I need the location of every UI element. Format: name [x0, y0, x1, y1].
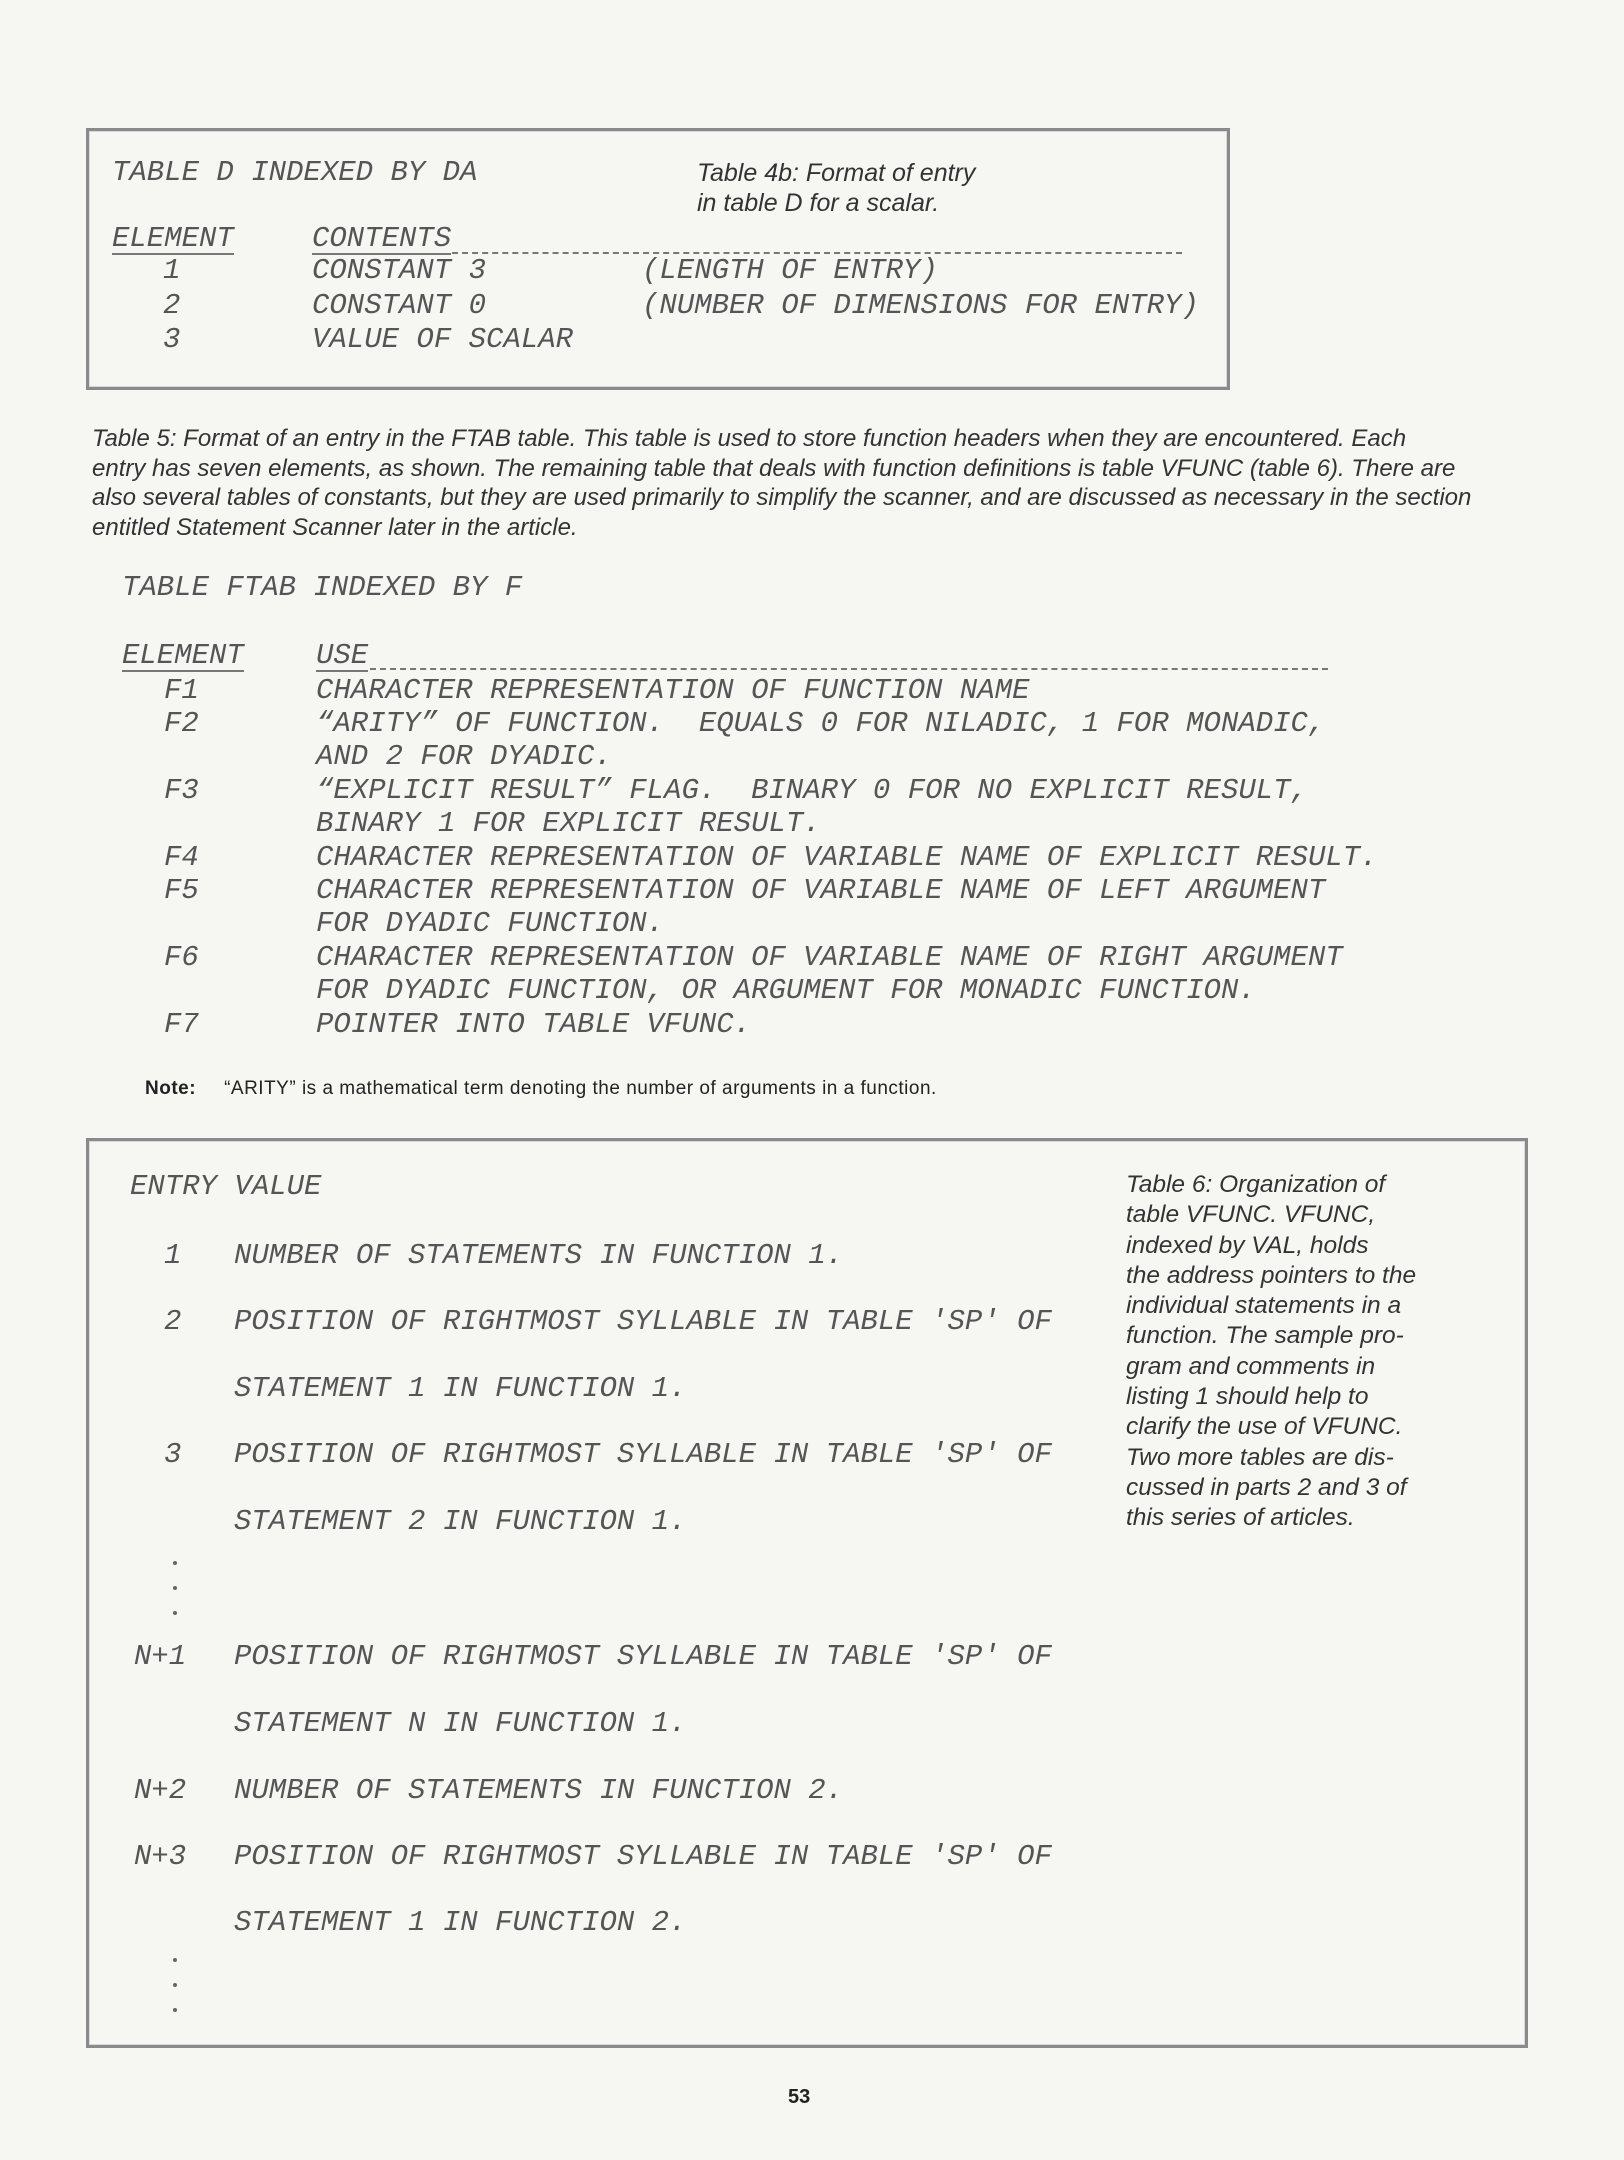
- caption-line: indexed by VAL, holds: [1126, 1231, 1369, 1259]
- table-row-use: “EXPLICIT RESULT” FLAG. BINARY 0 FOR NO EXPLICIT RESULT,: [316, 774, 1308, 807]
- caption-line: the address pointers to the: [1126, 1261, 1417, 1289]
- ftab-col-element: ELEMENT: [122, 639, 244, 672]
- caption-line: cussed in parts 2 and 3 of: [1126, 1473, 1407, 1501]
- caption-line: this series of articles.: [1126, 1504, 1355, 1532]
- caption-line: entry has seven elements, as shown. The remaining table that deals with function definitions is table VFUNC (table 6). There are: [92, 454, 1456, 482]
- table-row-entry: 1: [164, 1239, 182, 1272]
- table-5-caption: [92, 424, 1532, 542]
- table-4b-caption: [697, 158, 975, 218]
- table-4b-heading: TABLE D INDEXED BY DA: [112, 156, 478, 189]
- ellipsis-dot: [173, 1586, 177, 1590]
- ftab-header-rule: [370, 668, 1328, 670]
- table-row-element: 2: [163, 289, 181, 322]
- table-row-element: F6: [164, 941, 199, 974]
- ellipsis-dot: [173, 1983, 177, 1987]
- table-row-contents: CONSTANT 0: [312, 289, 487, 322]
- caption-line: also several tables of constants, but they are used primarily to simplify the scanner, and are discussed as necessary in the section: [92, 484, 1472, 511]
- table-row-element: F4: [164, 841, 199, 874]
- caption-line: table VFUNC. VFUNC,: [1126, 1201, 1376, 1229]
- caption-line: Table 6: Organization of: [1126, 1171, 1386, 1198]
- caption-line: listing 1 should help to: [1126, 1383, 1369, 1411]
- page-number: 53: [788, 2086, 811, 2108]
- table-row-element: F5: [164, 874, 199, 907]
- table-row-entry: N+2: [134, 1774, 187, 1807]
- table-row-use-continued: AND 2 FOR DYADIC.: [316, 740, 612, 773]
- caption-line: individual statements in a: [1126, 1292, 1402, 1320]
- table-row-value: POSITION OF RIGHTMOST SYLLABLE IN TABLE 'SP' OF: [234, 1438, 1052, 1471]
- table-4b-caption-line: Table 4b: Format of entry: [697, 159, 976, 187]
- table-row-contents: VALUE OF SCALAR: [312, 323, 574, 356]
- table-row-contents: CONSTANT 3: [312, 254, 487, 287]
- table-row-element: F1: [164, 674, 199, 707]
- table-row-entry: 3: [164, 1438, 182, 1471]
- table-row-use: “ARITY” OF FUNCTION. EQUALS 0 FOR NILADIC, 1 FOR MONADIC,: [316, 707, 1326, 740]
- table-row-value-continued: STATEMENT 1 IN FUNCTION 1.: [234, 1372, 687, 1405]
- table-row-element: F2: [164, 707, 199, 740]
- table-row-value-continued: STATEMENT 2 IN FUNCTION 1.: [234, 1505, 687, 1538]
- table-row-value-continued: STATEMENT 1 IN FUNCTION 2.: [234, 1906, 687, 1939]
- table-4b-col-contents: CONTENTS: [312, 222, 452, 255]
- table-4b-caption-line: in table D for a scalar.: [697, 189, 940, 217]
- table-row-element: F3: [164, 774, 199, 807]
- table-row-use-continued: FOR DYADIC FUNCTION.: [316, 907, 665, 940]
- ellipsis-dot: [173, 1561, 177, 1565]
- table-row-use: CHARACTER REPRESENTATION OF VARIABLE NAME OF EXPLICIT RESULT.: [316, 841, 1378, 874]
- table-row-entry: N+1: [134, 1640, 187, 1673]
- caption-line: gram and comments in: [1126, 1352, 1376, 1380]
- caption-line: Two more tables are dis-: [1126, 1443, 1394, 1471]
- ellipsis-dot: [173, 1611, 177, 1615]
- table-row-use: POINTER INTO TABLE VFUNC.: [316, 1008, 752, 1041]
- table-row-use-continued: FOR DYADIC FUNCTION, OR ARGUMENT FOR MONADIC FUNCTION.: [316, 974, 1256, 1007]
- table-4b-col-element: ELEMENT: [112, 222, 234, 255]
- ftab-note-label: Note:: [145, 1078, 197, 1099]
- caption-line: entitled Statement Scanner later in the article.: [92, 513, 578, 541]
- ellipsis-dot: [173, 1958, 177, 1962]
- table-row-note: (LENGTH OF ENTRY): [642, 254, 938, 287]
- table-row-value: POSITION OF RIGHTMOST SYLLABLE IN TABLE 'SP' OF: [234, 1305, 1052, 1338]
- table-row-value: POSITION OF RIGHTMOST SYLLABLE IN TABLE 'SP' OF: [234, 1840, 1052, 1873]
- table-row-value: NUMBER OF STATEMENTS IN FUNCTION 2.: [234, 1774, 844, 1807]
- caption-line: clarify the use of VFUNC.: [1126, 1413, 1403, 1441]
- table-row-element: F7: [164, 1008, 199, 1041]
- caption-line: Table 5: Format of an entry in the FTAB table. This table is used to store function headers when they are encountered. Each: [92, 425, 1407, 452]
- caption-line: function. The sample pro-: [1126, 1322, 1404, 1350]
- ftab-heading: TABLE FTAB INDEXED BY F: [122, 571, 523, 604]
- table-6-heading: ENTRY VALUE: [130, 1170, 322, 1203]
- table-row-value-continued: STATEMENT N IN FUNCTION 1.: [234, 1707, 687, 1740]
- table-row-use: CHARACTER REPRESENTATION OF VARIABLE NAME OF RIGHT ARGUMENT: [316, 941, 1343, 974]
- table-row-element: 1: [163, 254, 181, 287]
- ftab-note: [145, 1078, 937, 1100]
- ftab-note-text: “ARITY” is a mathematical term denoting the number of arguments in a function.: [224, 1078, 937, 1099]
- ftab-col-use: USE: [316, 639, 369, 672]
- table-row-use: CHARACTER REPRESENTATION OF VARIABLE NAME OF LEFT ARGUMENT: [316, 874, 1326, 907]
- table-row-value: NUMBER OF STATEMENTS IN FUNCTION 1.: [234, 1239, 844, 1272]
- table-row-entry: N+3: [134, 1840, 187, 1873]
- table-row-use-continued: BINARY 1 FOR EXPLICIT RESULT.: [316, 807, 821, 840]
- table-row-element: 3: [163, 323, 181, 356]
- table-row-use: CHARACTER REPRESENTATION OF FUNCTION NAME: [316, 674, 1030, 707]
- table-row-entry: 2: [164, 1305, 182, 1338]
- table-row-note: (NUMBER OF DIMENSIONS FOR ENTRY): [642, 289, 1199, 322]
- ellipsis-dot: [173, 2008, 177, 2012]
- table-row-value: POSITION OF RIGHTMOST SYLLABLE IN TABLE 'SP' OF: [234, 1640, 1052, 1673]
- table-6-caption: [1126, 1170, 1446, 1534]
